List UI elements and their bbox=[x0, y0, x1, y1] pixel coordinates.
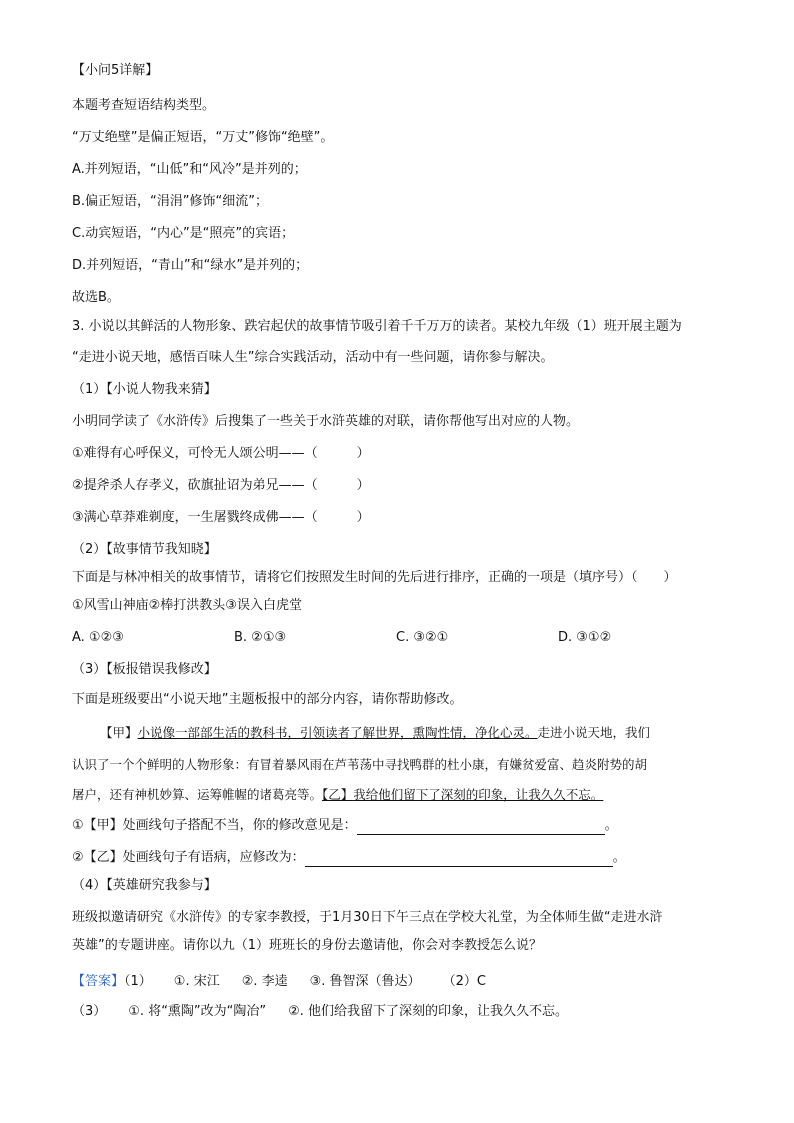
option-c: C. ③②① bbox=[396, 630, 449, 645]
q5-d: D.并列短语，“青山”和“绿水”是并列的； bbox=[72, 258, 309, 273]
q5-heading: 【小问5详解】 bbox=[72, 63, 159, 78]
board-line-1 bbox=[100, 724, 650, 742]
p1-heading: （1）【小说人物我来猜】 bbox=[72, 382, 217, 397]
q3-intro-2: “走进小说天地，感悟百味人生”综合实践活动，活动中有一些问题，请你参与解决。 bbox=[72, 350, 554, 365]
p2-heading: （2）【故事情节我知晓】 bbox=[72, 542, 217, 557]
jia-marker: 【甲】 bbox=[100, 725, 138, 740]
q5-conclusion: 故选B。 bbox=[72, 290, 120, 305]
board-line-3 bbox=[72, 786, 603, 804]
option-a: A. ①②③ bbox=[72, 630, 124, 645]
p1-item-1: ①难得有心呼保义，可怜无人颂公明——（ ） bbox=[72, 446, 370, 461]
answer-blank[interactable] bbox=[305, 852, 613, 867]
p3-text: 下面是班级要出“小说天地”主题板报中的部分内容，请你帮助修改。 bbox=[72, 692, 463, 707]
q5-a: A.并列短语，“山低”和“风冷”是并列的； bbox=[72, 162, 307, 177]
p4-text-2: 英雄”的专题讲座。请你以九（1）班班长的身份去邀请他，你会对李教授怎么说？ bbox=[72, 938, 543, 953]
p3-q-b: ②【乙】处画线句子有语病，应修改为： 。 bbox=[72, 850, 626, 865]
jia-sentence: 小说像一部部生活的教科书，引领读者了解世界，熏陶性情，净化心灵。 bbox=[137, 725, 538, 740]
p4-text: 班级拟邀请研究《水浒传》的专家李教授，于1月30日下午三点在学校大礼堂，为全体师生做“走进水浒 bbox=[72, 910, 663, 925]
board-line-2: 认识了一个个鲜明的人物形象：有冒着暴风雨在芦苇荡中寻找鸭群的杜小康，有嫌贫爱富、趋炎附势的胡 bbox=[72, 757, 648, 772]
answer-blank[interactable] bbox=[357, 820, 605, 835]
answer-line-2: （3） ①. 将“熏陶”改为“陶冶” ②. 他们给我留下了深刻的印象，让我久久不忘。 bbox=[72, 1004, 569, 1019]
q5-stem: “万丈绝壁”是偏正短语，“万丈”修饰“绝壁”。 bbox=[72, 130, 334, 145]
p1-text: 小明同学读了《水浒传》后搜集了一些关于水浒英雄的对联，请你帮他写出对应的人物。 bbox=[72, 414, 580, 429]
p1-item-3: ③满心草莽难剃度，一生屠戮终成佛——（ ） bbox=[72, 510, 370, 525]
q5-intro: 本题考查短语结构类型。 bbox=[72, 98, 216, 113]
p4-heading: （4）【英雄研究我参与】 bbox=[72, 878, 217, 893]
q3-intro: 3. 小说以其鲜活的人物形象、跌宕起伏的故事情节吸引着千千万万的读者。某校九年级（1）班开展主题为 bbox=[72, 319, 682, 334]
option-d: D. ③①② bbox=[558, 630, 612, 645]
q5-b: B.偏正短语，“涓涓”修饰“细流”； bbox=[72, 194, 268, 209]
answer-label: 【答案】 bbox=[72, 974, 125, 989]
p2-events: ①风雪山神庙②棒打洪教头③误入白虎堂 bbox=[72, 598, 302, 613]
board-text: 走进小说天地，我们 bbox=[537, 725, 651, 740]
p1-item-2: ②提斧杀人存孝义，砍旗扯诏为弟兄——（ ） bbox=[72, 478, 370, 493]
yi-sentence: 【乙】我给他们留下了深刻的印象，让我久久不忘。 bbox=[322, 787, 604, 802]
answer-line-1: 【答案】（1） ①. 宋江 ②. 李逵 ③. 鲁智深（鲁达） （2）C bbox=[72, 974, 486, 989]
option-b: B. ②①③ bbox=[234, 630, 287, 645]
board-text: 屠户，还有神机妙算、运筹帷幄的诸葛亮等。 bbox=[72, 787, 323, 802]
q5-c: C.动宾短语，“内心”是“照亮”的宾语； bbox=[72, 226, 295, 241]
p2-options bbox=[72, 629, 611, 647]
p3-heading: （3）【板报错误我修改】 bbox=[72, 662, 217, 677]
p2-text: 下面是与林冲相关的故事情节，请将它们按照发生时间的先后进行排序，正确的一项是（填序号）（ ） bbox=[72, 570, 677, 585]
p3-q-a: ①【甲】处画线句子搭配不当，你的修改意见是： 。 bbox=[72, 818, 618, 833]
